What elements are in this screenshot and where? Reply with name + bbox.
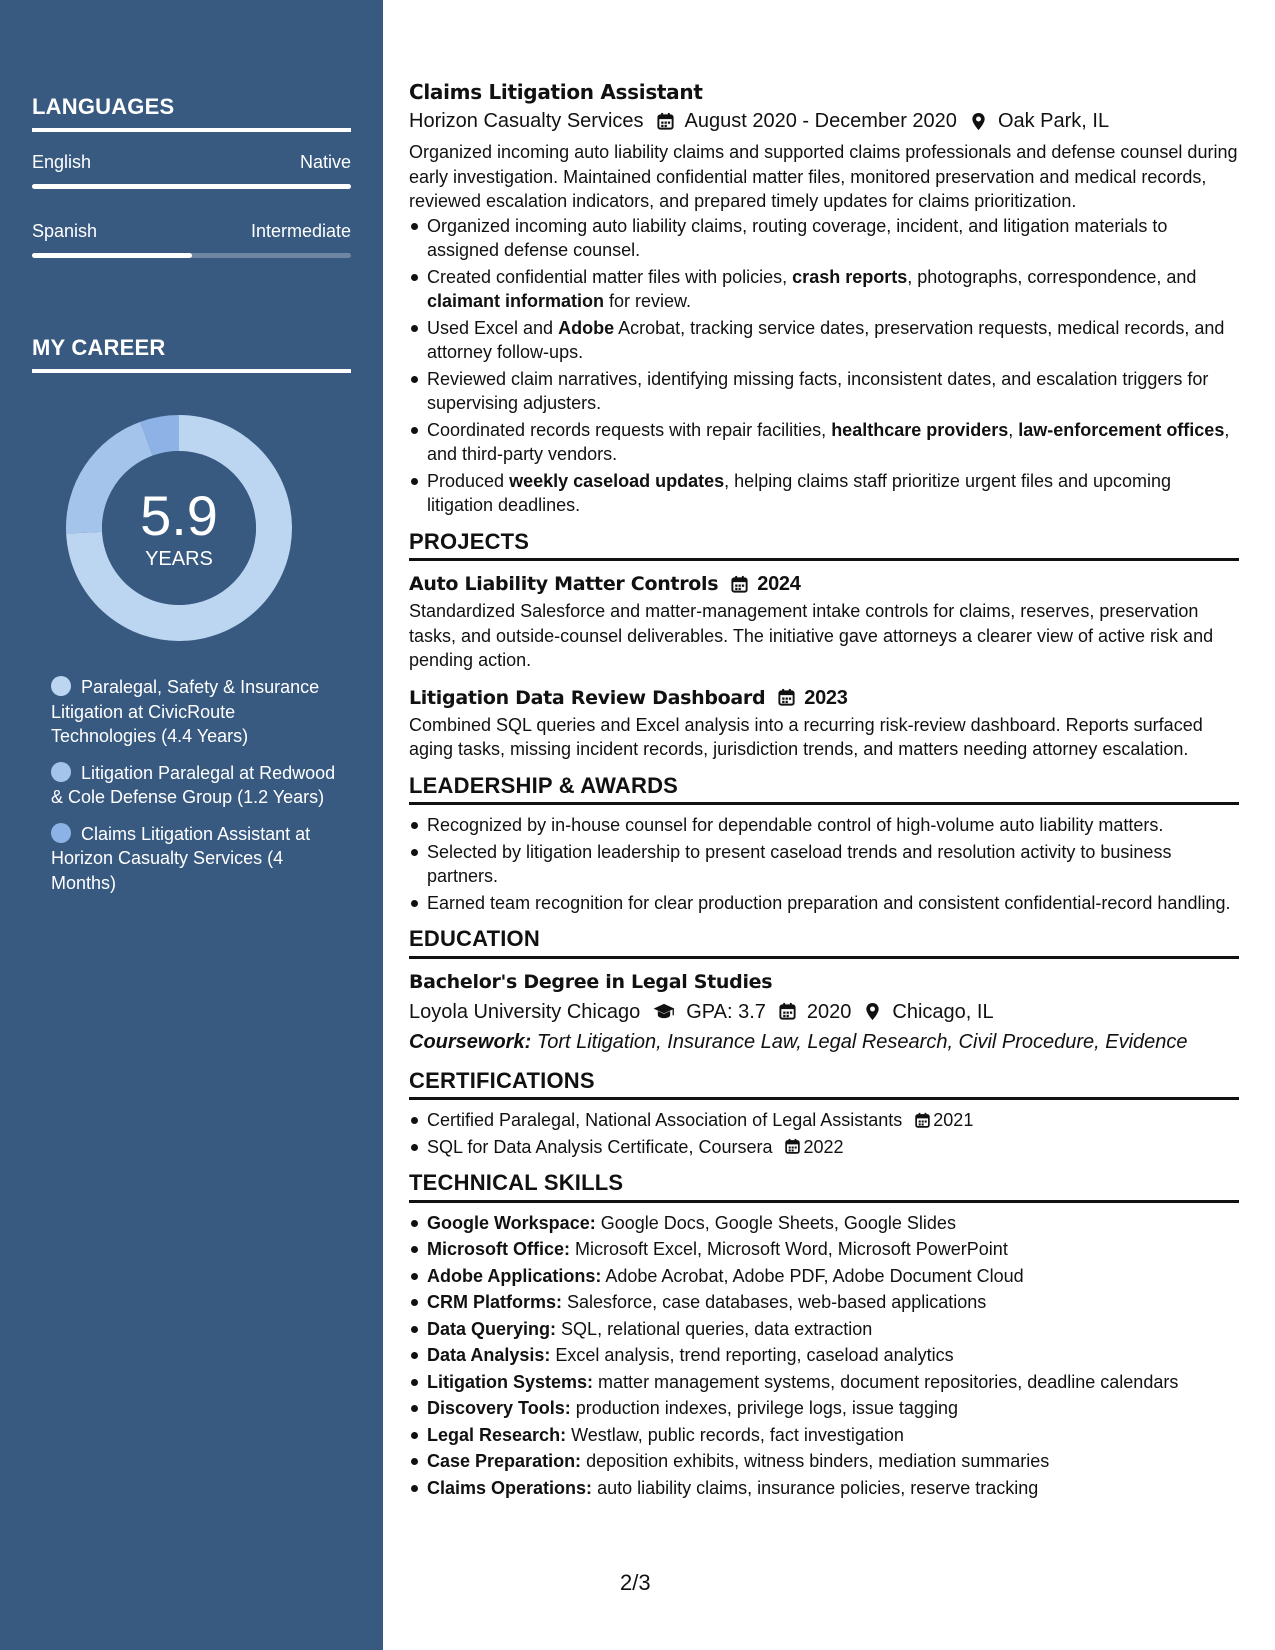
skills-heading: TECHNICAL SKILLS — [409, 1171, 1239, 1203]
skill-label: Case Preparation: — [427, 1451, 582, 1471]
job-meta — [409, 106, 1239, 136]
skill-label: Google Workspace: — [427, 1212, 596, 1233]
skill-value: Microsoft Excel, Microsoft Word, Microsoft PowerPoint — [575, 1239, 1008, 1259]
career-legend-dot — [51, 823, 71, 843]
sidebar — [0, 0, 383, 1650]
skill-value: Westlaw, public records, fact investigation — [571, 1424, 904, 1445]
skill-item — [409, 1423, 1239, 1448]
skill-value: matter management systems, document repositories, deadline calendars — [598, 1371, 1179, 1392]
certifications-list — [409, 1108, 1239, 1159]
project-entry — [409, 569, 1239, 673]
skill-value: production indexes, privilege logs, issue tagging — [575, 1398, 958, 1418]
degree-title: Bachelor's Degree in Legal Studies — [409, 970, 773, 993]
career-heading: MY CAREER — [32, 335, 351, 373]
skill-item — [409, 1211, 1239, 1236]
skill-label: Litigation Systems: — [427, 1371, 594, 1392]
skill-label: Discovery Tools: — [427, 1398, 571, 1418]
school-location: Chicago, IL — [892, 1000, 994, 1023]
education-meta — [409, 997, 1239, 1027]
project-description: Combined SQL queries and Excel analysis into a recurring risk-review dashboard. Reports surfaced aging tasks, missing incident records, jurisdiction trends, and matters needing attorney escalation. — [409, 714, 1203, 759]
skill-item — [409, 1370, 1239, 1395]
certifications-heading: CERTIFICATIONS — [409, 1069, 1239, 1101]
projects-heading: PROJECTS — [409, 530, 1239, 562]
coursework — [409, 1027, 1239, 1057]
certification-name: SQL for Data Analysis Certificate, Coursera — [427, 1136, 773, 1157]
language-level: Native — [299, 152, 351, 172]
language-name: English — [32, 152, 92, 172]
language-proficiency-bar — [32, 184, 351, 189]
gpa: GPA: 3.7 — [686, 1000, 766, 1023]
certification-year: 2022 — [803, 1136, 844, 1157]
skill-value: Adobe Acrobat, Adobe PDF, Adobe Document Cloud — [605, 1265, 1024, 1286]
language-level: Intermediate — [250, 221, 351, 241]
certification-name: Certified Paralegal, National Association of Legal Assistants — [427, 1110, 903, 1130]
career-item-text: Claims Litigation Assistant at Horizon Casualty Services (4 Months) — [51, 823, 311, 893]
career-list — [51, 675, 341, 907]
calendar-icon — [656, 112, 675, 131]
skill-label: Legal Research: — [427, 1424, 567, 1445]
skill-item — [409, 1317, 1239, 1342]
job-bullet: Organized incoming auto liability claims, routing coverage, incident, and litigation materials to assigned defense counsel. — [409, 214, 1239, 263]
language-name: Spanish — [32, 221, 98, 241]
skill-label: Microsoft Office: — [427, 1239, 571, 1259]
leadership-list — [409, 813, 1239, 915]
language-proficiency-fill — [32, 184, 351, 189]
language-row — [32, 152, 351, 173]
language-proficiency-bar — [32, 253, 351, 258]
languages-heading: LANGUAGES — [32, 94, 351, 132]
graduation-cap-icon — [652, 1002, 676, 1021]
certification-year: 2021 — [933, 1110, 974, 1130]
job-dates: August 2020 - December 2020 — [684, 110, 957, 132]
job-bullet: Used Excel and Adobe Acrobat, tracking service dates, preservation requests, medical records, and attorney follow-ups. — [409, 316, 1239, 365]
certification-item — [409, 1108, 1239, 1133]
certification-item — [409, 1135, 1239, 1160]
graduation-year: 2020 — [806, 1000, 852, 1023]
job-bullet: Created confidential matter files with policies, crash reports, photographs, correspondence, and claimant information for review. — [409, 265, 1239, 314]
career-item — [51, 822, 341, 896]
calendar-icon — [730, 575, 749, 594]
skills-list — [409, 1211, 1239, 1501]
career-total-value: 5.9 — [140, 483, 218, 547]
skill-item — [409, 1237, 1239, 1262]
skill-value: Excel analysis, trend reporting, caseload analytics — [555, 1345, 954, 1365]
career-total-unit: YEARS — [145, 547, 213, 570]
project-title: Litigation Data Review Dashboard — [409, 686, 766, 709]
career-total — [66, 415, 292, 641]
skill-item — [409, 1264, 1239, 1289]
company-name: Horizon Casualty Services — [409, 110, 644, 132]
project-title-line — [409, 569, 1239, 599]
skill-value: auto liability claims, insurance policies, reserve tracking — [597, 1477, 1039, 1498]
skill-item — [409, 1343, 1239, 1368]
career-item — [51, 675, 341, 749]
leadership-heading: LEADERSHIP & AWARDS — [409, 774, 1239, 806]
career-item-text: Paralegal, Safety & Insurance Litigation at CivicRoute Technologies (4.4 Years) — [51, 677, 320, 746]
project-title: Auto Liability Matter Controls — [409, 573, 719, 595]
calendar-icon — [784, 1138, 801, 1155]
career-legend-dot — [51, 762, 71, 782]
skill-label: Claims Operations: — [427, 1477, 593, 1498]
skill-value: deposition exhibits, witness binders, mediation summaries — [586, 1451, 1050, 1471]
main-content — [409, 78, 1239, 1502]
skill-item — [409, 1476, 1239, 1501]
job-bullets — [409, 214, 1239, 518]
job-title: Claims Litigation Assistant — [409, 80, 703, 104]
career-legend-dot — [51, 676, 71, 696]
skill-item — [409, 1290, 1239, 1315]
experience-entry — [409, 78, 1239, 518]
skill-item — [409, 1396, 1239, 1421]
language-proficiency-fill — [32, 253, 192, 258]
school-name: Loyola University Chicago — [409, 1000, 641, 1023]
job-summary: Organized incoming auto liability claims and supported claims professionals and defense counsel during early investigation. Maintained confidential matter files, monitored preservation and medical records, reviewed escalation indicators, and prepared timely updates for claims prioritization. — [409, 142, 1238, 211]
project-year: 2023 — [804, 686, 848, 709]
skill-label: Adobe Applications: — [427, 1265, 602, 1286]
career-item-text: Litigation Paralegal at Redwood & Cole Defense Group (1.2 Years) — [51, 762, 336, 807]
education-heading: EDUCATION — [409, 927, 1239, 959]
language-row — [32, 221, 351, 242]
leadership-item: Recognized by in-house counsel for dependable control of high-volume auto liability matters. — [409, 813, 1239, 838]
location-pin-icon — [863, 1002, 882, 1021]
job-bullet: Reviewed claim narratives, identifying missing facts, inconsistent dates, and escalation triggers for supervising adjusters. — [409, 367, 1239, 416]
page-number: 2/3 — [620, 1570, 651, 1595]
project-entry — [409, 683, 1239, 762]
coursework-list: Tort Litigation, Insurance Law, Legal Research, Civil Procedure, Evidence — [536, 1030, 1188, 1053]
career-item — [51, 761, 341, 810]
coursework-label: Coursework: — [409, 1030, 532, 1053]
location-pin-icon — [969, 112, 988, 131]
leadership-item: Selected by litigation leadership to present caseload trends and resolution activity to business partners. — [409, 840, 1239, 889]
calendar-icon — [777, 688, 796, 707]
project-description: Standardized Salesforce and matter-management intake controls for claims, reserves, preservation tasks, and outside-counsel deliverables. The initiative gave attorneys a clearer view of active risk and pending action. — [409, 601, 1214, 670]
skill-label: Data Querying: — [427, 1318, 557, 1339]
skill-item — [409, 1449, 1239, 1474]
project-year: 2024 — [757, 573, 801, 595]
skill-value: Google Docs, Google Sheets, Google Slides — [600, 1212, 956, 1233]
skill-label: Data Analysis: — [427, 1345, 551, 1365]
leadership-item: Earned team recognition for clear production preparation and consistent confidential-record handling. — [409, 891, 1239, 916]
job-bullet: Coordinated records requests with repair facilities, healthcare providers, law-enforcement offices, and third-party vendors. — [409, 418, 1239, 467]
job-location: Oak Park, IL — [997, 110, 1110, 132]
job-bullet: Produced weekly caseload updates, helping claims staff prioritize urgent files and upcoming litigation deadlines. — [409, 469, 1239, 518]
project-title-line — [409, 683, 1239, 713]
skill-value: SQL, relational queries, data extraction — [561, 1318, 873, 1339]
calendar-icon — [778, 1002, 797, 1021]
skill-label: CRM Platforms: — [427, 1292, 563, 1312]
calendar-icon — [914, 1112, 931, 1129]
skill-value: Salesforce, case databases, web-based applications — [567, 1292, 987, 1312]
